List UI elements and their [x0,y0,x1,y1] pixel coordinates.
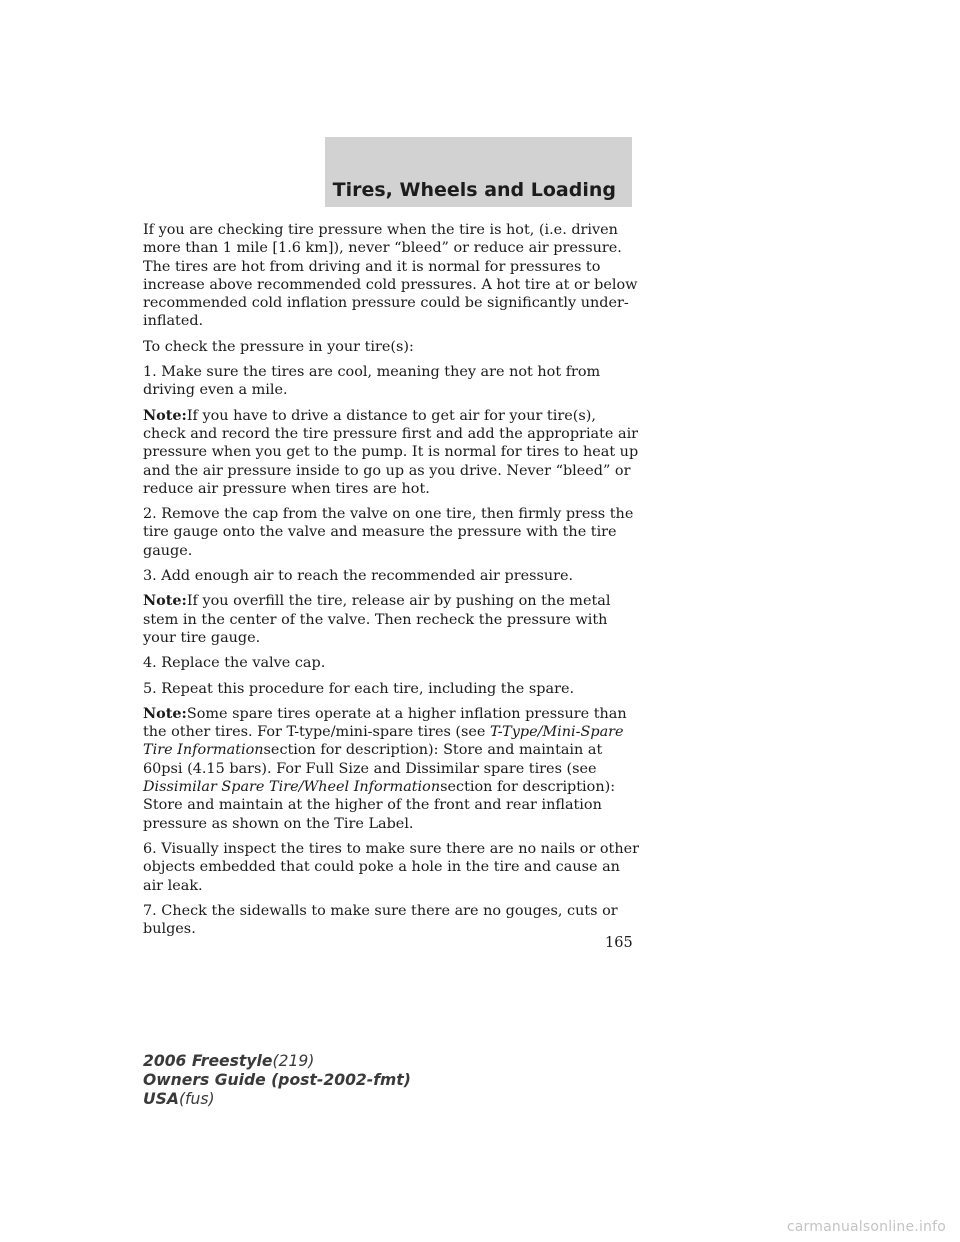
note-3 [143,705,643,833]
note-label: Note: [143,406,187,424]
step-5: 5. Repeat this procedure for each tire, including the spare. [143,680,575,697]
footer-market: USA [143,1090,179,1108]
step-3: 3. Add enough air to reach the recommended air pressure. [143,568,574,585]
document-footer [143,1052,411,1109]
note-3-text-part3: section for description): Store and maintain at the higher of the front and rear inflation pressure as shown on the Tire Label. [143,779,616,832]
note-label: Note: [143,592,187,610]
mini-spare-reference: T-Type/Mini-Spare Tire Information [143,724,624,759]
note-1 [143,407,643,498]
section-title: Tires, Wheels and Loading [332,179,616,201]
note-label: Note: [143,704,187,722]
step-2: 2. Remove the cap from the valve on one tire, then firmly press the tire gauge onto the valve and measure the pressure with the tire gauge. [143,506,634,559]
site-watermark: carmanualsonline.info [786,1219,946,1235]
note-3-text-part2: section for description): Store and maintain at 60psi (4.15 bars). For Full Size and Dissimilar spare tires (see [143,742,603,777]
intro-paragraph: If you are checking tire pressure when the tire is hot, (i.e. driven more than 1 mile [1.6 km]), never “bleed” or reduce air pressure. The tires are hot from driving and it is normal for pressures to increase above recommended cold pressures. A hot tire at or below recommended cold inflation pressure could be significantly under-inflated. [143,222,638,330]
footer-model: 2006 Freestyle [143,1052,273,1070]
section-header-band [325,137,632,207]
dissimilar-spare-reference: Dissimilar Spare Tire/Wheel Information [143,779,441,796]
page-number: 165 [605,935,633,951]
note-1-text: If you have to drive a distance to get air for your tire(s), check and record the tire pressure first and add the appropriate air pressure when you get to the pump. It is normal for tires to heat up and the air pressure inside to go up as you drive. Never “bleed” or reduce air pressure when tires are hot. [143,407,639,497]
note-2-text: If you overfill the tire, release air by pushing on the metal stem in the center of the valve. Then recheck the pressure with your tire gauge. [143,593,611,646]
step-1: 1. Make sure the tires are cool, meaning they are not hot from driving even a mile. [143,364,601,399]
step-6: 6. Visually inspect the tires to make sure there are no nails or other objects embedded that could poke a hole in the tire and cause an air leak. [143,840,639,894]
step-4: 4. Replace the valve cap. [143,655,326,672]
footer-line-1 [143,1052,411,1071]
note-3-text-part1: Some spare tires operate at a higher inflation pressure than the other tires. For T-type/mini-spare tires (see [143,705,627,741]
check-intro-paragraph: To check the pressure in your tire(s): [143,338,414,355]
footer-market-code: (fus) [178,1090,215,1108]
footer-line-2: Owners Guide (post-2002-fmt) [143,1071,411,1089]
note-2 [143,592,643,647]
footer-model-code: (219) [272,1052,315,1070]
footer-line-3 [143,1090,411,1109]
page-body [143,221,643,945]
step-7: 7. Check the sidewalls to make sure there are no gouges, cuts or bulges. [143,902,618,938]
